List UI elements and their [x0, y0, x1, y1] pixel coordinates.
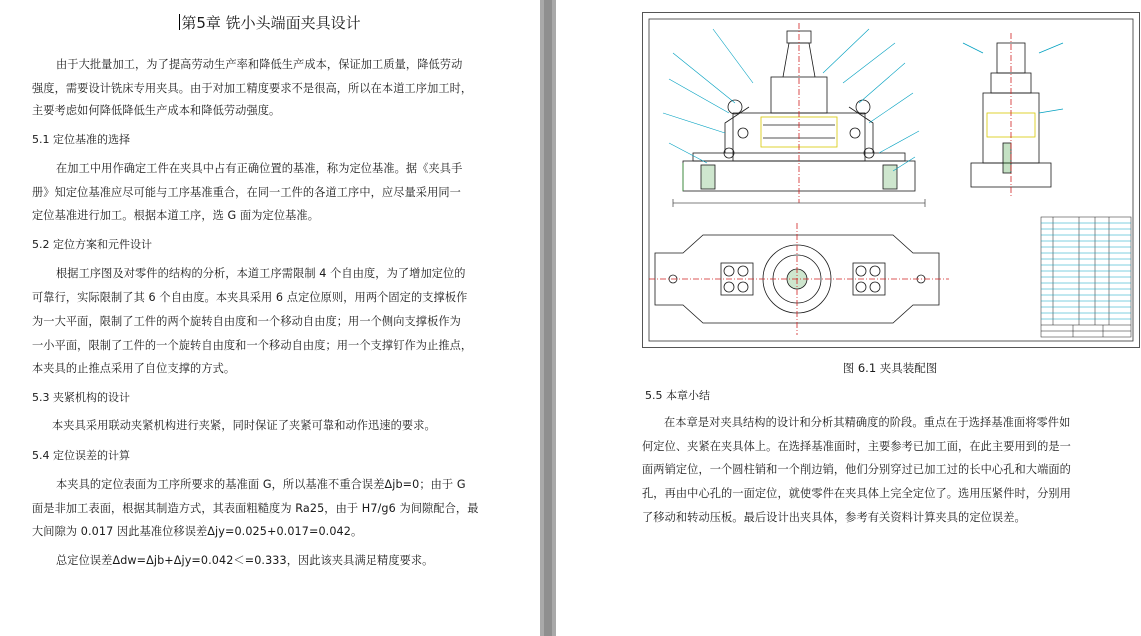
s4-line-1: 本夹具的定位表面为工序所要求的基准面 G，所以基准不重合误差Δjb=0；由于 G	[56, 478, 466, 491]
s1-line-2: 册》知定位基准应尽可能与工序基准重合，在同一工件的各道工序中，应尽量采用同一	[32, 186, 461, 199]
section-heading-5-3: 5.3 夹紧机构的设计	[32, 391, 130, 404]
parts-list	[1041, 217, 1131, 337]
intro-line-3: 主要考虑如何降低降低生产成本和降低劳动强度。	[32, 104, 281, 117]
s5-line-5: 了移动和转动压板。最后设计出夹具体，参考有关资料计算夹具的定位误差。	[642, 511, 1026, 524]
section-heading-5-5: 5.5 本章小结	[645, 389, 710, 402]
s5-line-1: 在本章是对夹具结构的设计和分析其精确度的阶段。重点在于选择基准面将零件如	[664, 416, 1071, 429]
front-view	[673, 23, 925, 207]
s1-line-3: 定位基准进行加工。根据本道工序，选 G 面为定位基准。	[32, 209, 319, 222]
intro-line-2: 强度，需要设计铣床专用夹具。由于对加工精度要求不是很高，所以在本道工序加工时，	[32, 82, 473, 95]
page-gap-shadow	[544, 0, 552, 636]
section-heading-5-2: 5.2 定位方案和元件设计	[32, 238, 152, 251]
s3-line-1: 本夹具采用联动夹紧机构进行夹紧，同时保证了夹紧可靠和动作迅速的要求。	[52, 419, 436, 432]
s5-line-4: 孔，再由中心孔的一面定位，就使零件在夹具体上完全定位了。选用压紧件时，分别用	[642, 487, 1071, 500]
leader-lines	[663, 29, 919, 171]
side-view	[963, 33, 1063, 197]
s2-line-4: 一小平面，限制了工件的一个旋转自由度和一个移动自由度；用一个支撑钉作为止推点，	[32, 339, 473, 352]
assembly-drawing	[643, 13, 1139, 347]
s2-line-3: 为一大平面，限制了工件的两个旋转自由度和一个移动自由度；用一个侧向支撑板作为	[32, 315, 461, 328]
s2-line-1: 根据工序图及对零件的结构的分析，本道工序需限制 4 个自由度，为了增加定位的	[56, 267, 466, 280]
section-heading-5-4: 5.4 定位误差的计算	[32, 449, 130, 462]
s4-total-line: 总定位误差Δdw=Δjb+Δjy=0.042＜=0.333，因此该夹具满足精度要求。	[56, 554, 434, 567]
s1-line-1: 在加工中用作确定工件在夹具中占有正确位置的基准，称为定位基准。据《夹具手	[56, 162, 463, 175]
left-page	[0, 0, 540, 636]
figure-caption: 图 6.1 夹具装配图	[842, 361, 938, 375]
s5-line-3: 面两销定位，一个圆柱销和一个削边销，他们分别穿过已加工过的长中心孔和大端面的	[642, 463, 1071, 476]
assembly-drawing-figure	[642, 12, 1140, 348]
s4-line-2: 面是非加工表面，根据其制造方式，其表面粗糙度为 Ra25，由于 H7/g6 为间隙配合，最	[32, 502, 479, 515]
section-heading-5-1: 5.1 定位基准的选择	[32, 133, 130, 146]
s2-line-2: 可靠行，实际限制了其 6 个自由度。本夹具采用 6 点定位原则，用两个固定的支撑板作	[32, 291, 468, 304]
top-view	[649, 223, 949, 335]
chapter-title: 第5章 铣小头端面夹具设计	[181, 14, 361, 32]
s4-line-3: 大间隙为 0.017 因此基准位移误差Δjy=0.025+0.017=0.042。	[32, 525, 363, 538]
s5-line-2: 何定位、夹紧在夹具体上。在选择基准面时，主要参考已加工面，在此主要用到的是一	[642, 440, 1071, 453]
intro-line-1: 由于大批量加工，为了提高劳动生产率和降低生产成本，保证加工质量，降低劳动	[56, 58, 463, 71]
s2-line-5: 本夹具的止推点采用了自位支撑的方式。	[32, 362, 236, 375]
